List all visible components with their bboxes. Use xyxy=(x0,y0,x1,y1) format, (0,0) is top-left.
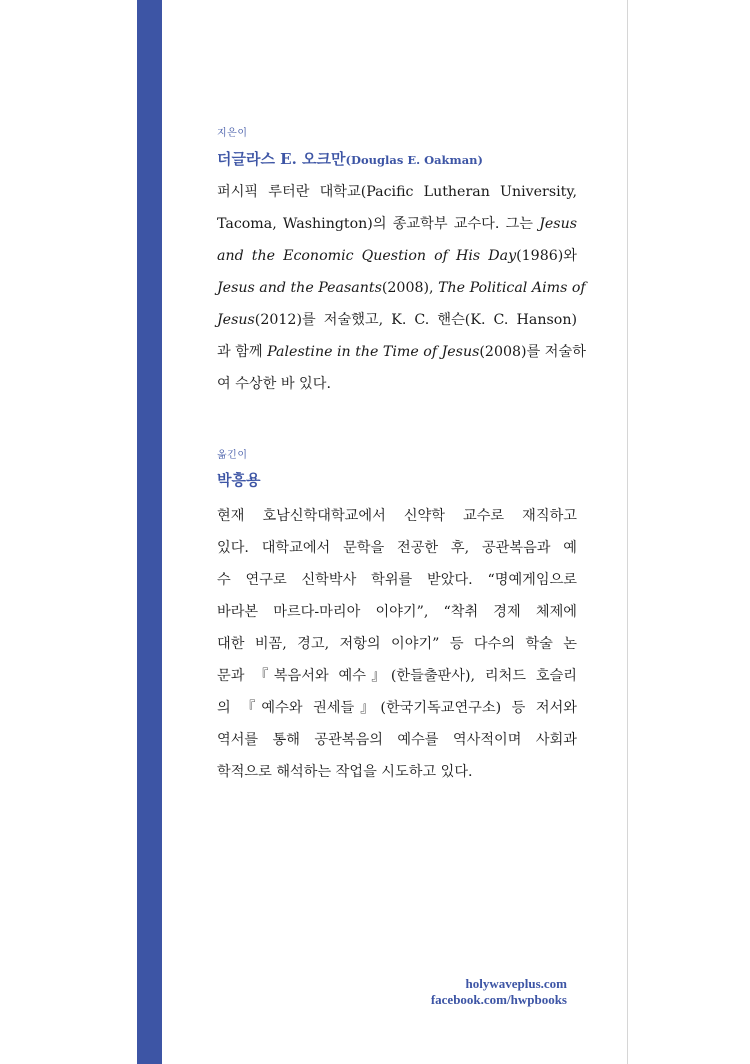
bio-text: 학적으로 해석하는 작업을 시도하고 있다. xyxy=(217,764,473,780)
bio-line xyxy=(217,660,577,692)
bio-text: 역서를 통해 공관복음의 예수를 역사적이며 사회과 xyxy=(217,732,577,748)
bio-text: 의 『예수와 권세들』(한국기독교연구소) 등 저서와 xyxy=(217,700,577,716)
bio-line xyxy=(217,564,577,596)
bio-line xyxy=(217,336,586,368)
bio-title-italic: Jesus and the Peasants xyxy=(217,280,382,296)
bio-text: 퍼시픽 루터란 대학교(Pacific Lutheran University, xyxy=(217,184,577,200)
website-url: holywaveplus.com xyxy=(465,976,567,991)
bio-text: 문과 『복음서와 예수』(한들출판사), 리처드 호슬리 xyxy=(217,668,577,684)
bio-text: 대한 비꼼, 경고, 저항의 이야기” 등 다수의 학술 논 xyxy=(217,636,577,652)
bio-line xyxy=(217,240,577,272)
author-name-korean: 더글라스 E. 오크만 xyxy=(217,150,346,168)
bio-text: 여 수상한 바 있다. xyxy=(217,376,331,392)
bio-title-italic: Jesus xyxy=(539,216,577,232)
bio-line xyxy=(217,368,577,400)
bio-title-italic: Jesus xyxy=(217,312,255,328)
bio-text: (1986)와 xyxy=(516,248,577,264)
bio-line xyxy=(217,628,577,660)
bio-line xyxy=(217,532,577,564)
page-edge-line xyxy=(627,0,628,1064)
bio-title-italic: and the Economic Question of His Day xyxy=(217,248,517,264)
bio-title-italic: The Political Aims of xyxy=(438,280,586,296)
bio-text: (2008), xyxy=(381,280,439,296)
bio-line xyxy=(217,176,577,208)
translator-name-korean: 박흥용 xyxy=(217,471,261,489)
bio-title-italic: Palestine in the Time of Jesus xyxy=(267,344,480,360)
bio-line xyxy=(217,756,577,788)
bio-line xyxy=(217,724,577,756)
author-section-label: 지은이 xyxy=(217,128,248,139)
facebook-url: facebook.com/hwpbooks xyxy=(430,992,567,1007)
bio-line xyxy=(217,304,577,336)
bio-text: 과 함께 xyxy=(217,344,268,360)
bio-text: 있다. 대학교에서 문학을 전공한 후, 공관복음과 예 xyxy=(217,540,577,556)
bio-line xyxy=(217,596,577,628)
bio-text: 수 연구로 신학박사 학위를 받았다. “명예게임으로 xyxy=(217,572,577,588)
bio-line xyxy=(217,272,586,304)
translator-section-label: 옮긴이 xyxy=(217,450,248,461)
bio-text: (2008)를 저술하 xyxy=(479,344,586,360)
bio-text: (2012)를 저술했고, K. C. 핸슨(K. C. Hanson) xyxy=(254,312,577,328)
cover-flap-bar xyxy=(137,0,162,1064)
bio-line xyxy=(217,500,577,532)
author-bio xyxy=(217,176,586,400)
bio-text: Tacoma, Washington)의 종교학부 교수다. 그는 xyxy=(217,216,540,232)
translator-name xyxy=(217,469,260,490)
bio-text: 현재 호남신학대학교에서 신약학 교수로 재직하고 xyxy=(217,508,577,524)
bio-line xyxy=(217,692,577,724)
website-block xyxy=(431,976,567,1008)
bio-text: 바라본 마르다-마리아 이야기”, “착취 경제 체제에 xyxy=(217,604,577,620)
translator-bio xyxy=(217,500,577,788)
author-name xyxy=(217,148,483,169)
bio-line xyxy=(217,208,577,240)
author-name-english: (Douglas E. Oakman) xyxy=(345,153,483,167)
